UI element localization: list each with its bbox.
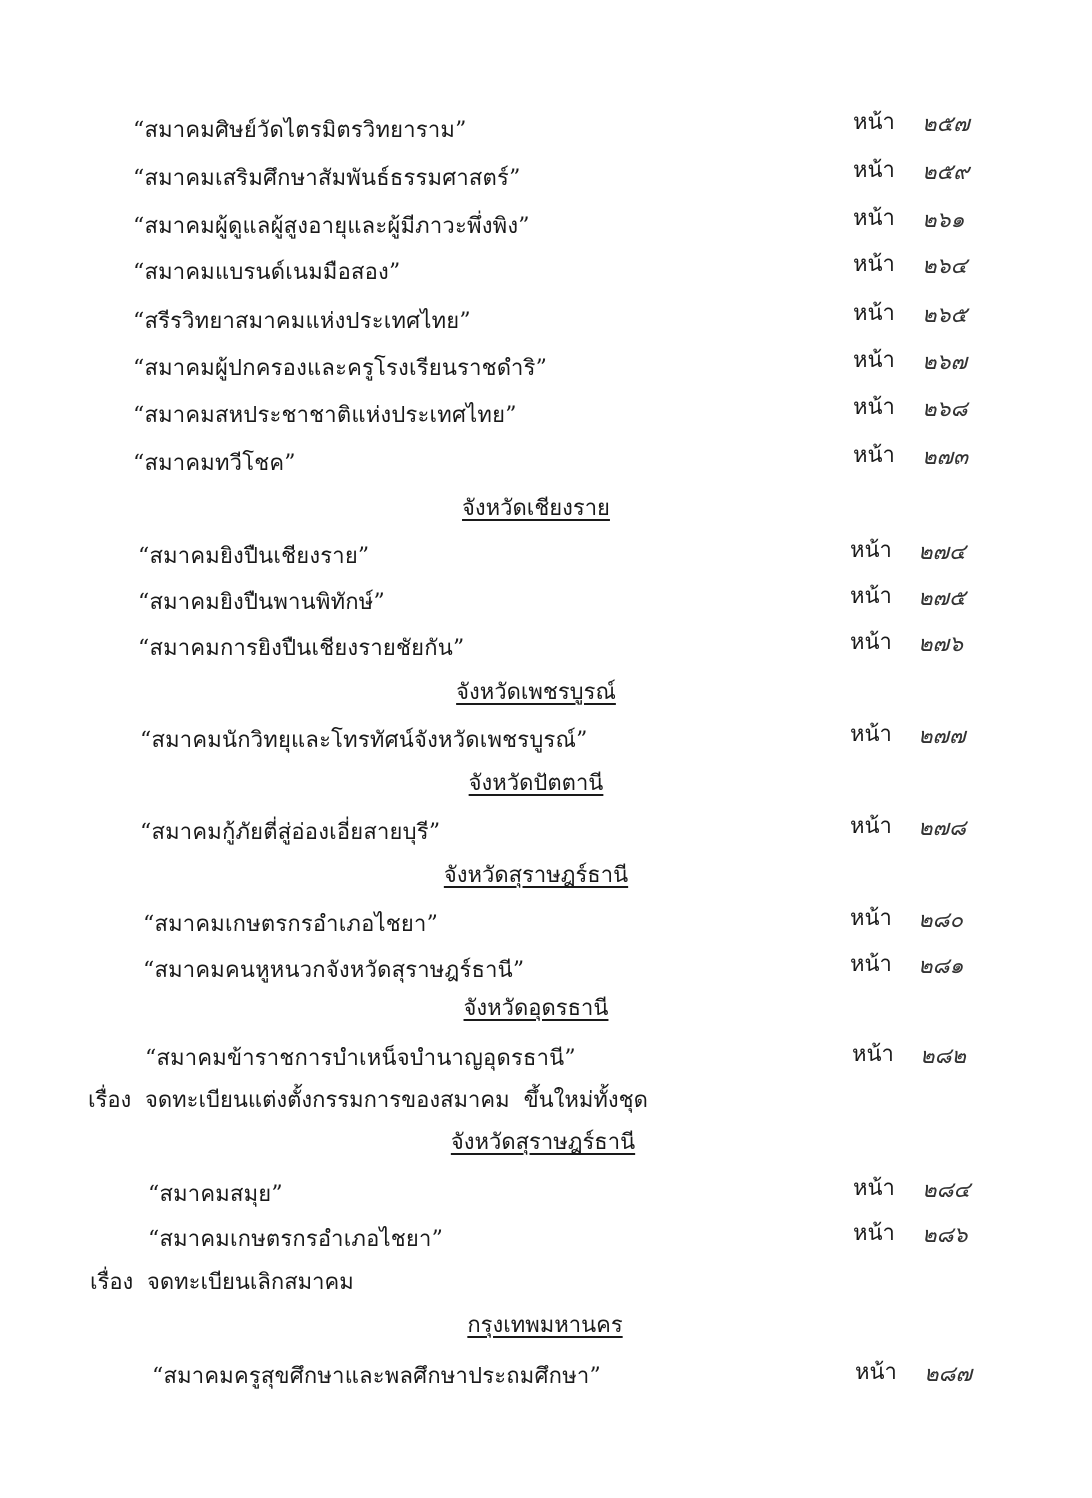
page-label: หน้า <box>853 252 895 277</box>
toc-entry <box>0 208 1092 248</box>
toc-entry <box>0 1176 1092 1216</box>
page-label: หน้า <box>853 395 895 420</box>
topic-line <box>90 1264 490 1296</box>
association-name: “สมาคมยิงปืนพานพิทักษ์” <box>138 590 385 615</box>
association-name: “สมาคมนักวิทยุและโทรทัศน์จังหวัดเพชรบูรณ์” <box>140 728 588 753</box>
toc-entry <box>0 112 1092 152</box>
province-heading: กรุงเทพมหานคร <box>467 1313 623 1338</box>
page-number: ๒๗๘ <box>918 816 967 841</box>
association-name: “สมาคมกู้ภัยตี่สู่อ่องเอี่ยสายบุรี” <box>140 820 441 845</box>
topic-line <box>88 1082 688 1114</box>
page-label: หน้า <box>853 348 895 373</box>
page-label: หน้า <box>853 206 895 231</box>
page-label: หน้า <box>852 1042 894 1067</box>
page-number: ๒๗๔ <box>918 540 966 565</box>
province-heading: จังหวัดสุราษฎร์ธานี <box>450 1130 636 1155</box>
page-label: หน้า <box>850 952 892 977</box>
topic-label: เรื่อง <box>90 1270 134 1295</box>
province-heading: จังหวัดเชียงราย <box>462 496 610 521</box>
topic-label: เรื่อง <box>88 1088 132 1113</box>
page-label: หน้า <box>850 906 892 931</box>
page-number: ๒๘๒ <box>920 1044 966 1069</box>
association-name: “สมาคมเสริมศึกษาสัมพันธ์ธรรมศาสตร์” <box>133 166 521 191</box>
association-name: “สมาคมการยิงปืนเชียงรายชัยกัน” <box>138 636 465 661</box>
page-number: ๒๘๖ <box>922 1223 968 1248</box>
association-name: “สมาคมคนหูหนวกจังหวัดสุราษฎร์ธานี” <box>143 958 525 983</box>
page-number: ๒๘๔ <box>922 1178 971 1203</box>
toc-entry <box>0 397 1092 437</box>
page-number: ๒๖๕ <box>922 303 968 328</box>
page-number: ๒๖๔ <box>922 254 968 279</box>
province-heading: จังหวัดสุราษฎร์ธานี <box>443 863 629 888</box>
association-name: “สมาคมสหประชาชาติแห่งประเทศไทย” <box>133 403 517 428</box>
toc-entry <box>0 630 1092 670</box>
province-heading: จังหวัดอุดรธานี <box>463 996 609 1021</box>
toc-entry <box>0 445 1092 485</box>
toc-entry <box>0 1040 1092 1080</box>
toc-entry <box>0 1358 1092 1398</box>
page-number: ๒๗๖ <box>918 632 964 657</box>
province-heading: จังหวัดเพชรบูรณ์ <box>456 680 616 705</box>
page-number: ๒๖๑ <box>922 208 965 233</box>
page-number: ๒๗๓ <box>922 445 969 470</box>
page-label: หน้า <box>853 301 895 326</box>
toc-entry <box>0 906 1092 946</box>
page-number: ๒๖๘ <box>922 397 968 422</box>
association-name: “สมาคมเกษตรกรอำเภอไชยา” <box>148 1227 444 1252</box>
toc-entry <box>0 538 1092 578</box>
page-number: ๒๘๐ <box>918 908 963 933</box>
topic-text: จดทะเบียนเลิกสมาคม <box>147 1270 354 1295</box>
page-label: หน้า <box>850 584 892 609</box>
toc-entry <box>0 350 1092 390</box>
page-label: หน้า <box>853 158 895 183</box>
association-name: “สมาคมครูสุขศึกษาและพลศึกษาประถมศึกษา” <box>152 1364 601 1389</box>
association-name: “สมาคมผู้ปกครองและครูโรงเรียนราชดำริ” <box>133 356 548 381</box>
association-name: “สมาคมทวีโชค” <box>133 451 296 476</box>
association-name: “สรีรวิทยาสมาคมแห่งประเทศไทย” <box>133 309 471 334</box>
association-name: “สมาคมสมุย” <box>148 1182 283 1207</box>
page-number: ๒๖๗ <box>922 350 968 375</box>
toc-entry <box>0 952 1092 992</box>
toc-entry <box>0 303 1092 343</box>
page-label: หน้า <box>850 630 892 655</box>
page-label: หน้า <box>853 1176 895 1201</box>
page-label: หน้า <box>855 1360 897 1385</box>
toc-entry <box>0 160 1092 200</box>
toc-entry <box>0 722 1092 762</box>
association-name: “สมาคมผู้ดูแลผู้สูงอายุและผู้มีภาวะพึ่งพิง” <box>133 214 530 239</box>
page-number: ๒๘๑ <box>918 954 964 979</box>
page-label: หน้า <box>853 110 895 135</box>
toc-entry <box>0 1221 1092 1261</box>
toc-entry <box>0 584 1092 624</box>
toc-entry <box>0 814 1092 854</box>
province-heading: จังหวัดปัตตานี <box>468 771 604 796</box>
association-name: “สมาคมเกษตรกรอำเภอไชยา” <box>143 912 439 937</box>
page-label: หน้า <box>850 722 892 747</box>
topic-text: จดทะเบียนแต่งตั้งกรรมการของสมาคม ขึ้นใหม่ทั้งชุด <box>145 1088 648 1113</box>
page-label: หน้า <box>850 814 892 839</box>
page-number: ๒๕๙ <box>922 160 970 185</box>
page-label: หน้า <box>850 538 892 563</box>
association-name: “สมาคมยิงปืนเชียงราย” <box>138 544 370 569</box>
page-number: ๒๕๗ <box>922 112 970 137</box>
page-number: ๒๗๕ <box>918 586 966 611</box>
page-label: หน้า <box>853 443 895 468</box>
toc-entry <box>0 254 1092 294</box>
page-number: ๒๗๗ <box>918 724 966 749</box>
page-number: ๒๘๗ <box>924 1362 973 1387</box>
page-label: หน้า <box>853 1221 895 1246</box>
association-name: “สมาคมแบรนด์เนมมือสอง” <box>133 260 401 285</box>
association-name: “สมาคมข้าราชการบำเหน็จบำนาญอุดรธานี” <box>145 1046 576 1071</box>
association-name: “สมาคมศิษย์วัดไตรมิตรวิทยาราม” <box>133 118 467 143</box>
